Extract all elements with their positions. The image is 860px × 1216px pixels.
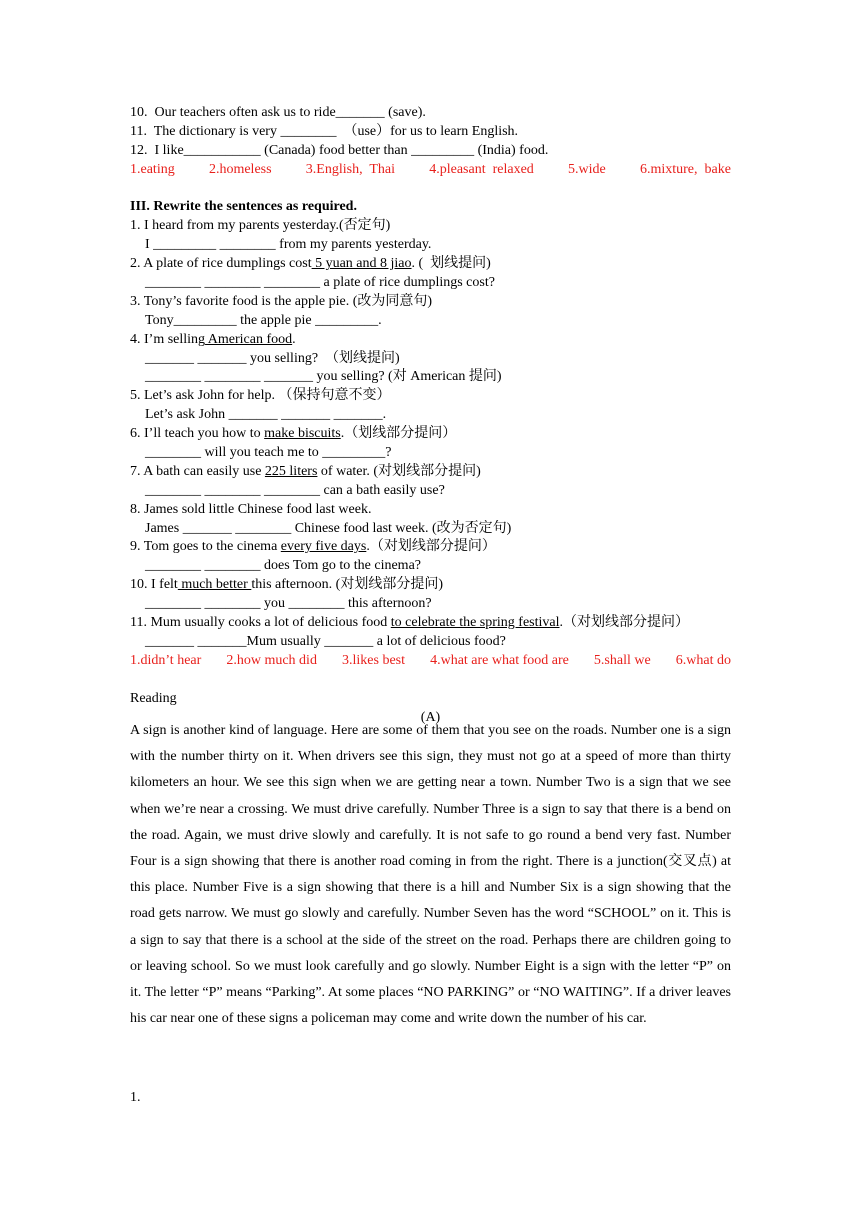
answer-line-9: ________ ________ does Tom go to the cinema? <box>145 558 422 574</box>
answer-line-7: ________ ________ ________ can a bath easily use? <box>145 482 445 498</box>
answer-line-2: ________ ________ ________ a plate of rice dumplings cost? <box>145 275 495 291</box>
question-6 <box>130 425 731 444</box>
question-1: 1. I heard from my parents yesterday.(否定句) <box>130 218 391 234</box>
answer-item: 3.likes best <box>342 652 406 668</box>
answer-item: 6.mixture, bake <box>639 161 731 177</box>
question-text: 7. A bath can easily use <box>130 463 265 479</box>
question-text: . <box>292 331 296 347</box>
answer-item: 4.pleasant relaxed <box>429 161 534 177</box>
underlined-text: every five days <box>280 539 367 555</box>
reading-passage: A sign is another kind of language. Here are some of them that you see on the roads. Number one is a sign with the number thirty on it. When drivers see this sign, they must not go at a speed of more than thirty kilometers an hour. We see this sign when we are getting near a town. Number Two is a sign that we see when we’re near a crossing. We must drive carefully. Number Three is a sign to say that there is a bend on the road. Again, we must drive slowly and carefully. It is not safe to go round a bend very fast. Number Four is a sign showing that there is another road coming in from the right. There is a junction(交叉点) at this place. Number Five is a sign showing that there is a hill and Number Six is a sign showing that the road gets narrow. We must go slowly and carefully. Number Seven has the word “SCHOOL” on it. This is a sign to say that there is a school at the side of the street on the road. Perhaps there are children going to or leaving school. So we must look carefully and go slowly. Number Eight is a sign with the letter “P” on it. The letter “P” means “Parking”. At some places “NO PARKING” or “NO WAITING”. If a driver leaves his car near one of these signs a policeman may come and write down the number of his car. <box>130 723 731 1027</box>
fill-blank-11: 11. The dictionary is very ________ （use）for us to learn English. <box>130 123 519 139</box>
answer-item: 4.what are what food are <box>430 652 569 668</box>
answer-item: 5.shall we <box>593 652 651 668</box>
underlined-text: much better <box>177 577 252 593</box>
answer-line-11: _______ _______Mum usually _______ a lot of delicious food? <box>145 633 506 649</box>
answer-item: 2.homeless <box>208 161 272 177</box>
question-9 <box>130 538 731 557</box>
question-3: 3. Tony’s favorite food is the apple pie. (改为同意句) <box>130 293 433 309</box>
underlined-text: 225 liters <box>264 463 318 479</box>
answer-key-row <box>130 671 731 690</box>
question-text: .（对划线部分提问） <box>559 615 690 631</box>
underlined-text: 5 yuan and 8 jiao <box>311 256 412 272</box>
answer-line-4a: _______ _______ you selling? （划线提问) <box>145 350 400 366</box>
fill-blank-10: 10. Our teachers often ask us to ride_______ (save). <box>130 105 426 120</box>
section-heading: III. Rewrite the sentences as required. <box>130 199 357 215</box>
answer-item: 5.wide <box>568 161 606 177</box>
answer-line-3: Tony_________ the apple pie _________. <box>145 312 382 328</box>
question-7 <box>130 463 731 482</box>
question-number: 1. <box>130 1090 141 1105</box>
question-text: .（划线部分提问） <box>340 426 457 442</box>
worksheet <box>130 104 731 727</box>
fill-blank-12: 12. I like___________ (Canada) food better than _________ (India) food. <box>130 142 549 158</box>
answer-line-1: I _________ ________ from my parents yesterday. <box>145 237 432 253</box>
answer-item: 6.what do <box>675 652 731 668</box>
question-text: 9. Tom goes to the cinema <box>130 539 281 555</box>
question-text: 4. I’m selling <box>130 331 206 347</box>
question-4 <box>130 331 731 350</box>
answer-item: 1.eating <box>130 161 175 177</box>
question-8: 8. James sold little Chinese food last week. <box>130 501 372 517</box>
answer-line-10: ________ ________ you ________ this afternoon? <box>145 596 432 612</box>
answer-item: 3.English, Thai <box>305 161 395 177</box>
answer-line-5: Let’s ask John _______ _______ _______. <box>145 407 387 423</box>
answer-item: 2.how much did <box>226 652 317 668</box>
question-text: this afternoon. (对划线部分提问) <box>251 577 444 593</box>
answer-line-6: ________ will you teach me to _________? <box>145 445 392 461</box>
question-text: 6. I’ll teach you how to <box>130 426 265 442</box>
underlined-text: to celebrate the spring festival <box>390 615 560 631</box>
question-5: 5. Let’s ask John for help. （保持句意不变） <box>130 388 391 404</box>
question-text: . ( 划线提问) <box>411 256 491 272</box>
reading-label: Reading <box>130 690 177 706</box>
question-10 <box>130 576 731 595</box>
question-text: 2. A plate of rice dumplings cost <box>130 256 312 272</box>
question-text: of water. (对划线部分提问) <box>317 463 481 479</box>
answer-key-row <box>130 180 731 199</box>
answer-line-8: James _______ ________ Chinese food last week. (改为否定句) <box>145 520 512 536</box>
underlined-text: American food <box>205 331 293 347</box>
answer-line-4b: ________ ________ _______ you selling? (对 American 提问) <box>145 369 502 385</box>
underlined-text: make biscuits <box>264 426 341 442</box>
question-11 <box>130 614 731 633</box>
question-text: 11. Mum usually cooks a lot of delicious food <box>130 615 391 631</box>
answer-key-row <box>130 161 731 180</box>
question-text: 10. I felt <box>130 577 178 593</box>
answer-key-row <box>130 652 731 671</box>
passage-label: (A) <box>420 709 441 725</box>
answer-item: 1.didn’t hear <box>130 652 202 668</box>
question-2 <box>130 255 731 274</box>
question-text: .（对划线部分提问） <box>366 539 496 555</box>
